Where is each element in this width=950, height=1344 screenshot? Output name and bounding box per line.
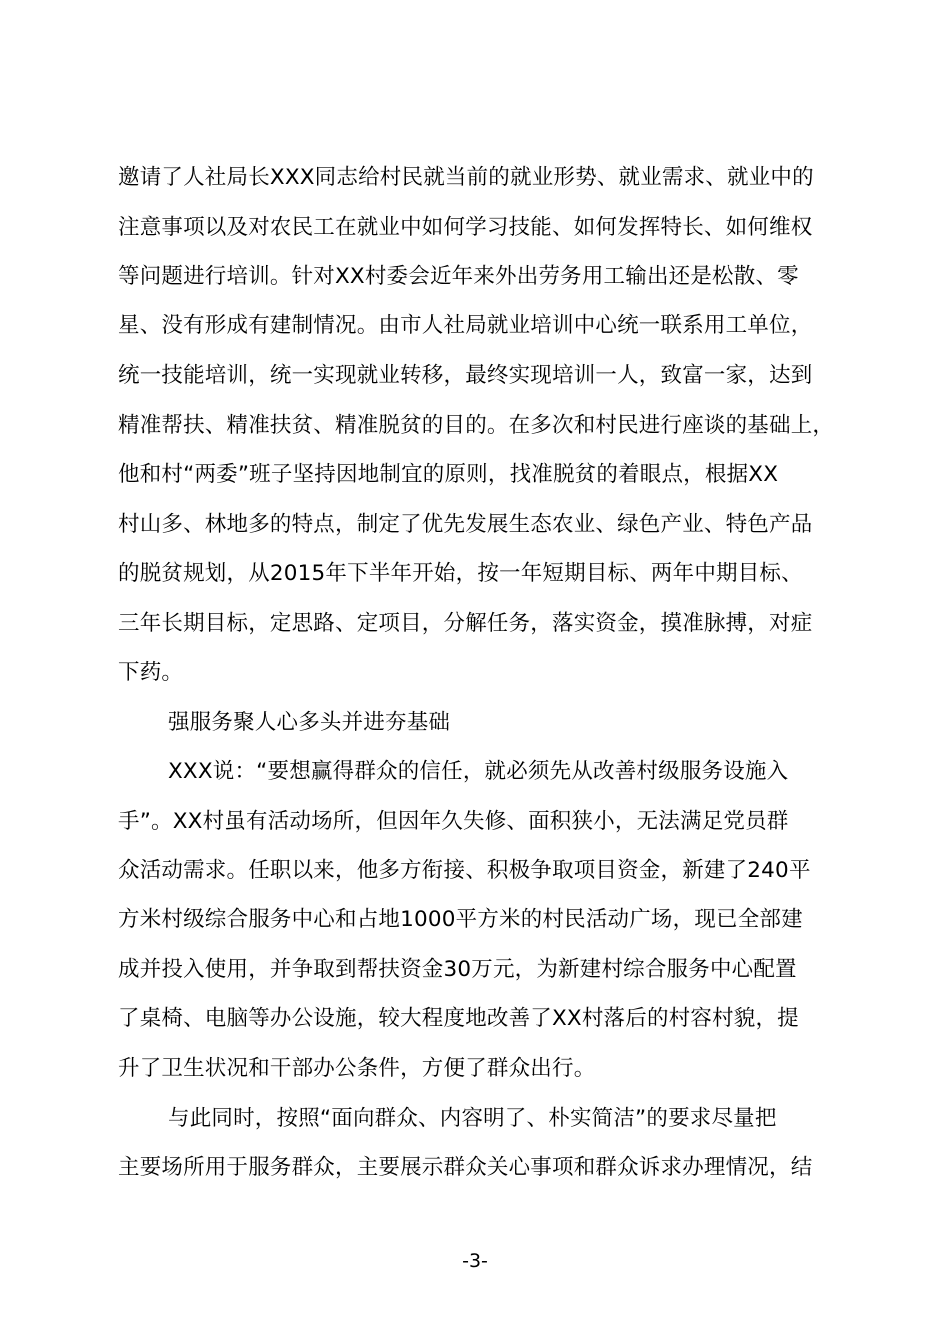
body-text-line: 精准帮扶、精准扶贫、精准脱贫的目的。在多次和村民进行座谈的基础上， xyxy=(118,413,835,438)
page-number: -3- xyxy=(462,1250,488,1272)
body-text-line: 的脱贫规划，从2015年下半年开始，按一年短期目标、两年中期目标、 xyxy=(118,561,803,586)
body-text-line: 与此同时，按照“面向群众、内容明了、朴实简洁”的要求尽量把 xyxy=(168,1106,777,1131)
section-heading: 强服务聚人心多头并进夯基础 xyxy=(168,710,451,735)
body-text-line: 等问题进行培训。针对XX村委会近年来外出劳务用工输出还是松散、零 xyxy=(118,264,799,289)
body-text-line: 邀请了人社局长XXX同志给村民就当前的就业形势、就业需求、就业中的 xyxy=(118,165,814,190)
body-text-line: 统一技能培训，统一实现就业转移，最终实现培训一人，致富一家，达到 xyxy=(118,363,813,388)
body-text-line: 注意事项以及对农民工在就业中如何学习技能、如何发挥特长、如何维权 xyxy=(118,215,813,240)
body-text-line: 了桌椅、电脑等办公设施，较大程度地改善了XX村落后的村容村貌，提 xyxy=(118,1006,799,1031)
body-text-line: 主要场所用于服务群众，主要展示群众关心事项和群众诉求办理情况，结 xyxy=(118,1155,813,1180)
body-text-line: 下药。 xyxy=(118,660,184,685)
body-text-line: 手”。XX村虽有活动场所，但因年久失修、面积狭小，无法满足党员群 xyxy=(118,809,789,834)
body-text-line: 他和村“两委”班子坚持因地制宜的原则，找准脱贫的着眼点，根据XX xyxy=(118,462,779,487)
body-text-line: 方米村级综合服务中心和占地1000平方米的村民活动广场，现已全部建 xyxy=(118,907,803,932)
body-text-line: 升了卫生状况和干部办公条件，方便了群众出行。 xyxy=(118,1056,596,1081)
body-text-line: XXX说：“要想赢得群众的信任，就必须先从改善村级服务设施入 xyxy=(168,759,789,784)
body-text-line: 众活动需求。任职以来，他多方衔接、积极争取项目资金，新建了240平 xyxy=(118,858,811,883)
body-text-line: 成并投入使用，并争取到帮扶资金30万元，为新建村综合服务中心配置 xyxy=(118,957,797,982)
body-text-line: 三年长期目标，定思路、定项目，分解任务，落实资金，摸准脉搏，对症 xyxy=(118,611,813,636)
body-text-line: 村山多、林地多的特点，制定了优先发展生态农业、绿色产业、特色产品 xyxy=(118,512,813,537)
body-text-line: 星、没有形成有建制情况。由市人社局就业培训中心统一联系用工单位， xyxy=(118,313,813,338)
